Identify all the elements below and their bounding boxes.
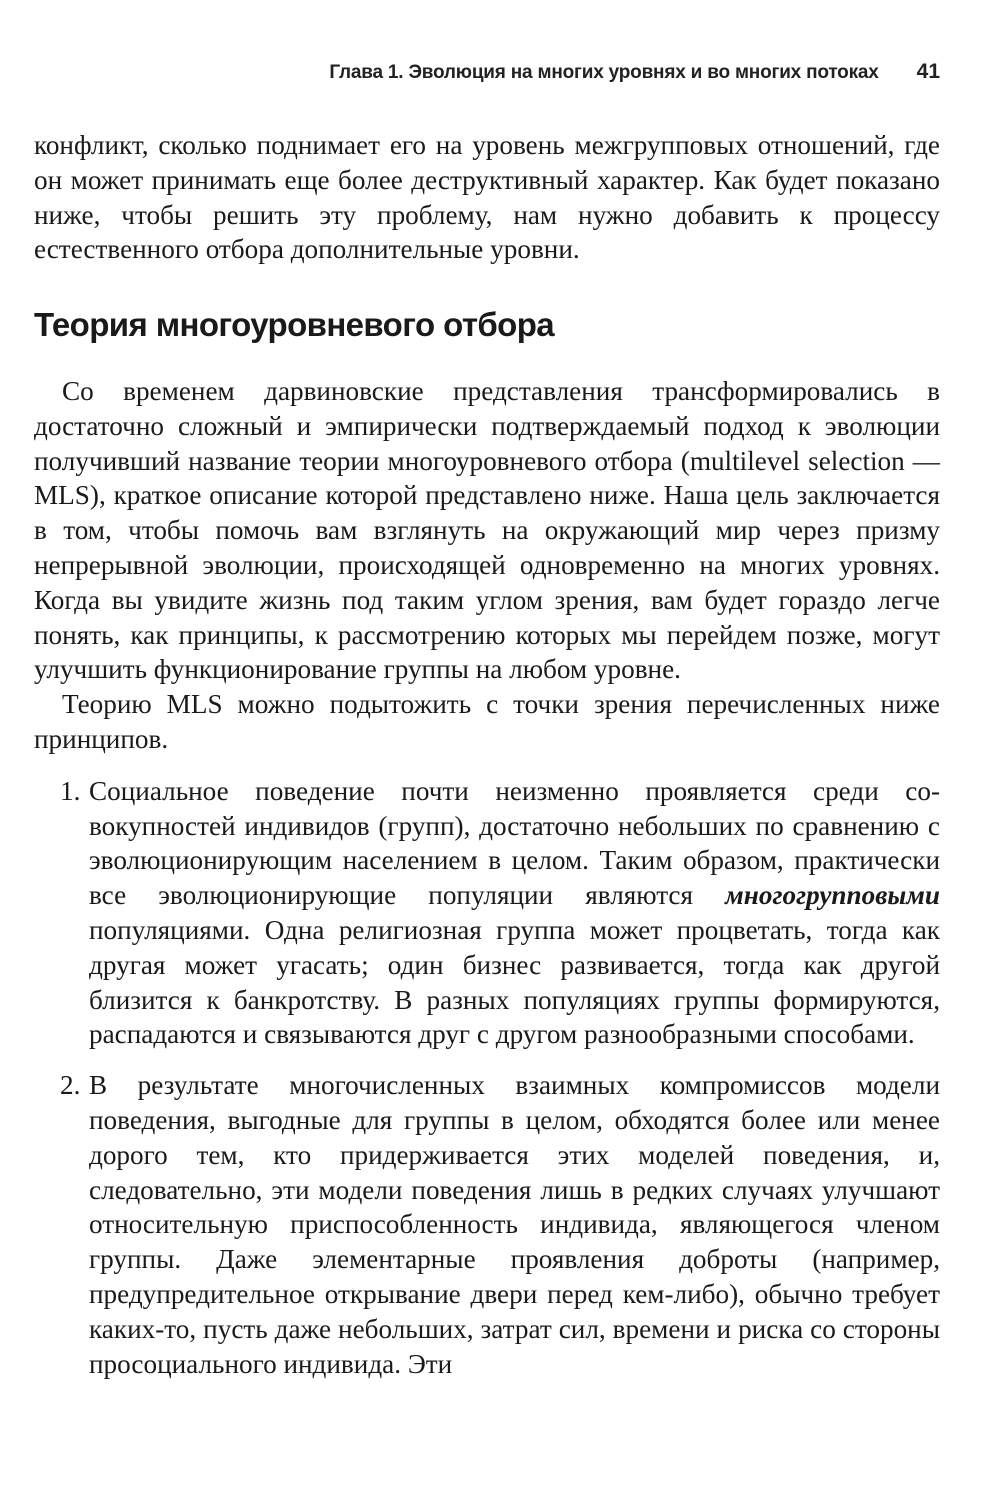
principles-list [34,774,940,1382]
emphasized-term: многогрупповыми [725,880,940,911]
page-number: 41 [916,60,940,83]
list-item-text: В результате многочисленных взаимных компромиссов модели поведения, выгодные для группы в целом, обходятся более или менее дорого тем, кто придерживается этих моделей поведения, и, следовательно, эти модели поведения лишь в редких случаях улучшают относительную приспособленность индивида, являющегося членом группы. Даже элементарные проявления доброты (например, предупредительное открывание двери перед кем-либо), обычно требует каких-то, пусть даже небольших, затрат сил, времени и риска со стороны просоциального индивида. Эти [89,1070,940,1379]
intro-paragraph: конфликт, сколько поднимает его на уровень межгрупповых отношений, где он может принимать еще более деструктивный характер. Как будет показано ниже, чтобы решить эту проблему, нам нужно добавить к процессу естественного отбора дополнительные уровни. [34,130,940,265]
list-item-text: Социальное поведение почти неизменно проявляется среди совокупностей индивидов (групп), достаточно небольших по сравнению с эволюционирующим населением в целом. Таким образом, практически все эволюционирующие популяции являются [89,775,940,911]
section-body [34,374,940,1397]
chapter-title: Глава 1. Эволюция на многих уровнях и во многих потоках [329,62,879,83]
section-title: Теория многоуровневого отбора [34,306,555,343]
section-paragraph: Со временем дарвиновские представления трансформировались в достаточно сложный и эмпирически подтверждаемый подход к эволюции получивший название теории многоуровневого отбора (multilevel selection — MLS), краткое описание которой представлено ниже. Наша цель заключается в том, чтобы помочь вам взглянуть на окружающий мир через призму непрерывной эволюции, происходящей одновременно на многих уровнях. Когда вы увидите жизнь под таким углом зрения, вам будет гораздо легче понять, как принципы, к рассмотрению которых мы перейдем позже, могут улучшить функционирование группы на любом уровне. [34,376,940,685]
list-item-number: 2. [60,1070,81,1101]
section-paragraph: Теорию MLS можно подытожить с точки зрения перечисленных ниже принципов. [34,689,940,754]
list-item [34,774,940,1052]
list-item-number: 1. [60,775,81,806]
list-item [34,1068,940,1381]
running-header [250,60,940,90]
list-item-text: популяциями. Одна религиозная группа может процветать, тогда как другая может угасать; один бизнес развивается, тогда как другой близится к банкротству. В разных популяциях группы формируются, распадаются и связываются друг с другом разнообразными способами. [89,914,940,1050]
intro-text [34,128,940,267]
